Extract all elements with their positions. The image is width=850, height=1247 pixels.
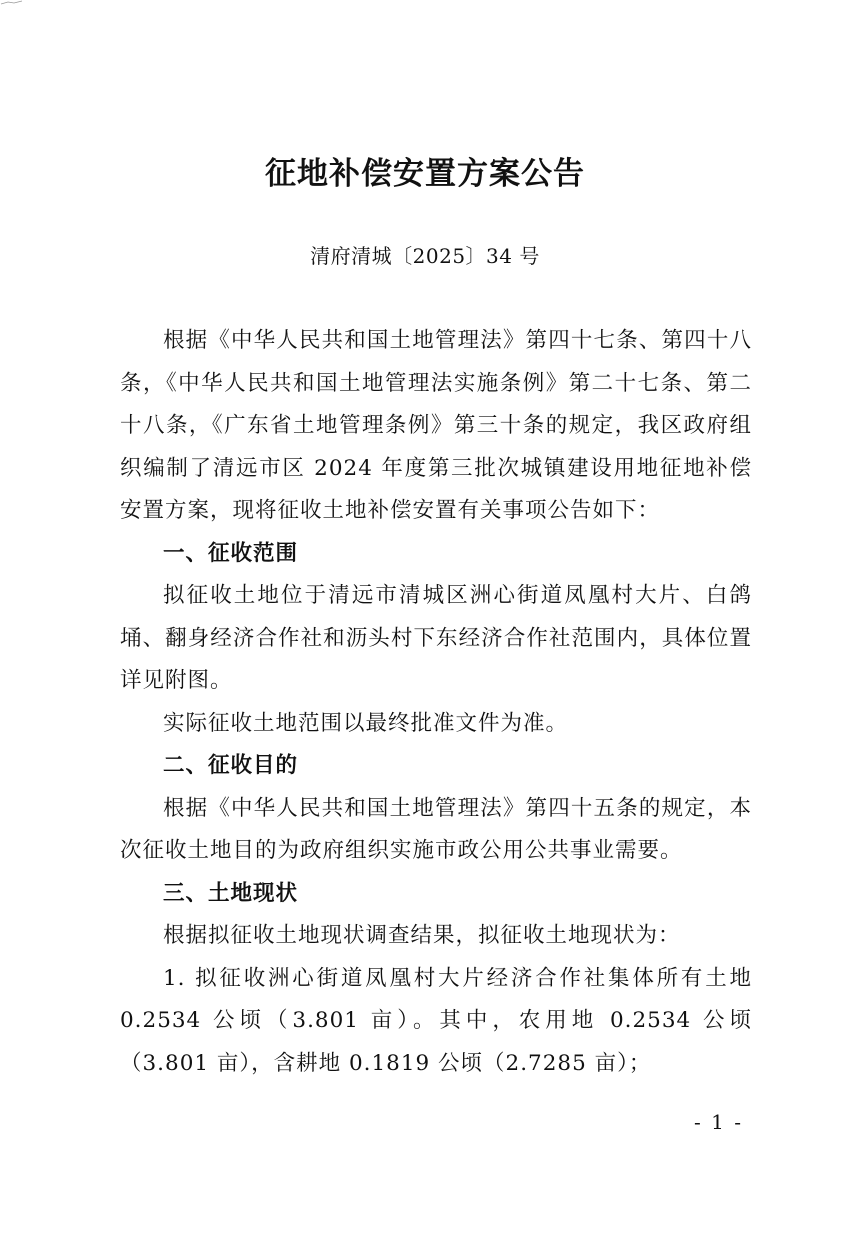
scan-mark	[0, 0, 30, 6]
document-title: 征地补偿安置方案公告	[265, 156, 585, 192]
section-heading-scope: 一、征收范围	[163, 540, 299, 566]
document-number: 清府清城〔2025〕34 号	[310, 244, 540, 268]
document-body	[120, 320, 752, 1085]
section-paragraph: 根据拟征收土地现状调查结果，拟征收土地现状为：	[163, 923, 681, 948]
section-paragraph: 拟征收土地位于清远市清城区洲心街道凤凰村大片、白鸽埇、翻身经济合作社和沥头村下东经济合作社范围内，具体位置详见附图。	[120, 583, 752, 693]
page-number: - 1 -	[694, 1110, 743, 1134]
section-paragraph: 根据《中华人民共和国土地管理法》第四十五条的规定，本次征收土地目的为政府组织实施市政公用公共事业需要。	[120, 795, 752, 863]
intro-paragraph: 根据《中华人民共和国土地管理法》第四十七条、第四十八条，《中华人民共和国土地管理法实施条例》第二十七条、第二十八条，《广东省土地管理条例》第三十条的规定，我区政府组织编制了清远市区 2024 年度第三批次城镇建设用地征地补偿安置方案，现将征收土地补偿安置有关事项公告如下：	[120, 328, 752, 523]
section-heading-status: 三、土地现状	[163, 880, 299, 906]
section-heading-purpose: 二、征收目的	[163, 753, 299, 778]
section-paragraph: 实际征收土地范围以最终批准文件为准。	[163, 710, 569, 736]
section-paragraph: 1. 拟征收洲心街道凤凰村大片经济合作社集体所有土地 0.2534 公顷（3.801 亩）。其中，农用地 0.2534 公顷（3.801 亩），含耕地 0.1819 公顷（2.7285 亩）；	[120, 965, 752, 1076]
